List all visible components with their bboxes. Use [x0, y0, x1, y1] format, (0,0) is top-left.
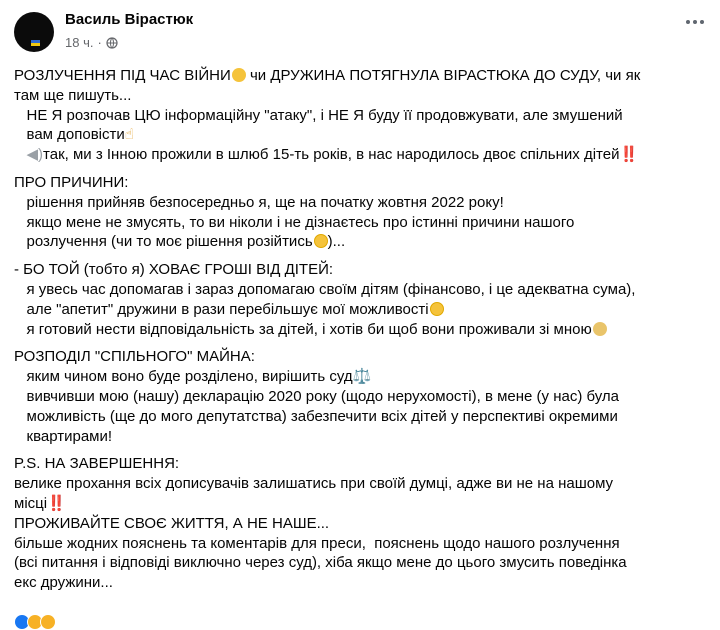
post-line: там ще пишуть...: [14, 86, 132, 104]
post-line: можливість (ще до мого депутатства) забезпечити всіх дітей у перспективі окремими: [14, 407, 618, 425]
post-line: місці‼️: [14, 494, 65, 512]
post-line: (всі питання і відповіді виключно через суд), хіба якщо мене до цього змусить поведінка: [14, 554, 627, 572]
globe-icon: [106, 37, 118, 49]
post-time[interactable]: 18 ч.: [65, 35, 94, 50]
post-line: - БО ТОЙ (тобто я) ХОВАЄ ГРОШІ ВІД ДІТЕЙ:: [14, 261, 334, 279]
post-meta: 18 ч. ·: [65, 35, 118, 50]
post-line: ПРОЖИВАЙТЕ СВОЄ ЖИТТЯ, А НЕ НАШЕ...: [14, 514, 330, 532]
smirk-emoji-icon: [232, 68, 246, 82]
thinking-emoji-icon: [430, 302, 444, 316]
post-line: екс дружини...: [14, 574, 113, 592]
reactions-bar[interactable]: [14, 614, 53, 630]
dot-icon: [700, 20, 704, 24]
post-header: [14, 8, 706, 56]
double-exclamation-icon: ‼️: [47, 494, 65, 512]
post-line: яким чином воно буде розділено, вирішить суд⚖️: [14, 368, 372, 386]
post-line: але "апетит" дружини в рази перебільшує мої можливості: [14, 300, 712, 320]
post-line: вам доповісти☝: [14, 126, 134, 144]
post-line: вивчивши мою (нашу) декларацію 2020 року (щодо нерухомості), в мене (у нас) була: [14, 387, 620, 405]
scales-icon: ⚖️: [352, 368, 372, 386]
post-line: РОЗЛУЧЕННЯ ПІД ЧАС ВІЙНИ чи ДРУЖИНА ПОТЯГНУЛА ВІРАСТЮКА ДО СУДУ, чи як: [14, 67, 641, 84]
author-name[interactable]: Василь Вірастюк: [65, 11, 194, 28]
post-line: ◀)так, ми з Інною прожили в шлюб 15-ть років, в нас народилось двоє спільних дітей‼️: [26, 146, 638, 164]
dot-icon: [686, 20, 690, 24]
post-line: квартирами!: [14, 427, 113, 445]
avatar[interactable]: [14, 12, 54, 52]
post-line: рішення прийняв безпосередньо я, ще на початку жовтня 2022 року!: [14, 193, 504, 211]
post-body: [14, 66, 712, 593]
post-line: розлучення (чи то моє рішення розійтись )...: [14, 233, 346, 251]
post-line: якщо мене не змусять, то ви ніколи і не дізнаєтесь про істинні причини нашого: [14, 213, 575, 231]
double-exclamation-icon: ‼️: [619, 146, 638, 164]
post-line: P.S. НА ЗАВЕРШЕННЯ:: [14, 455, 180, 473]
post-line: більше жодних пояснень та коментарів для преси, пояснень щодо нашого розлучення: [14, 534, 620, 552]
dot-icon: [693, 20, 697, 24]
ukraine-flag-icon: [31, 40, 40, 46]
wow-reaction-icon: [40, 614, 56, 630]
post-line: я готовий нести відповідальність за дітей, і хотів би щоб вони проживали зі мною: [14, 320, 712, 340]
post-line: НЕ Я розпочав ЦЮ інформаційну "атаку", і НЕ Я буду її продовжувати, але змушений: [14, 106, 623, 124]
pointing-finger-icon: ☝: [124, 126, 134, 144]
post-line: велике прохання всіх дописувачів залишатись при своїй думці, адже ви не на нашому: [14, 475, 614, 493]
post-line: я увесь час допомагав і зараз допомагаю своїм дітям (фінансово, і це адекватна сума),: [14, 280, 636, 298]
hands-emoji-icon: [593, 322, 607, 336]
post-line: РОЗПОДІЛ "СПІЛЬНОГО" МАЙНА:: [14, 348, 255, 366]
post-line: ПРО ПРИЧИНИ:: [14, 173, 129, 191]
worried-emoji-icon: [314, 234, 328, 248]
more-options-button[interactable]: [686, 20, 704, 24]
megaphone-icon: ◀): [26, 146, 44, 164]
